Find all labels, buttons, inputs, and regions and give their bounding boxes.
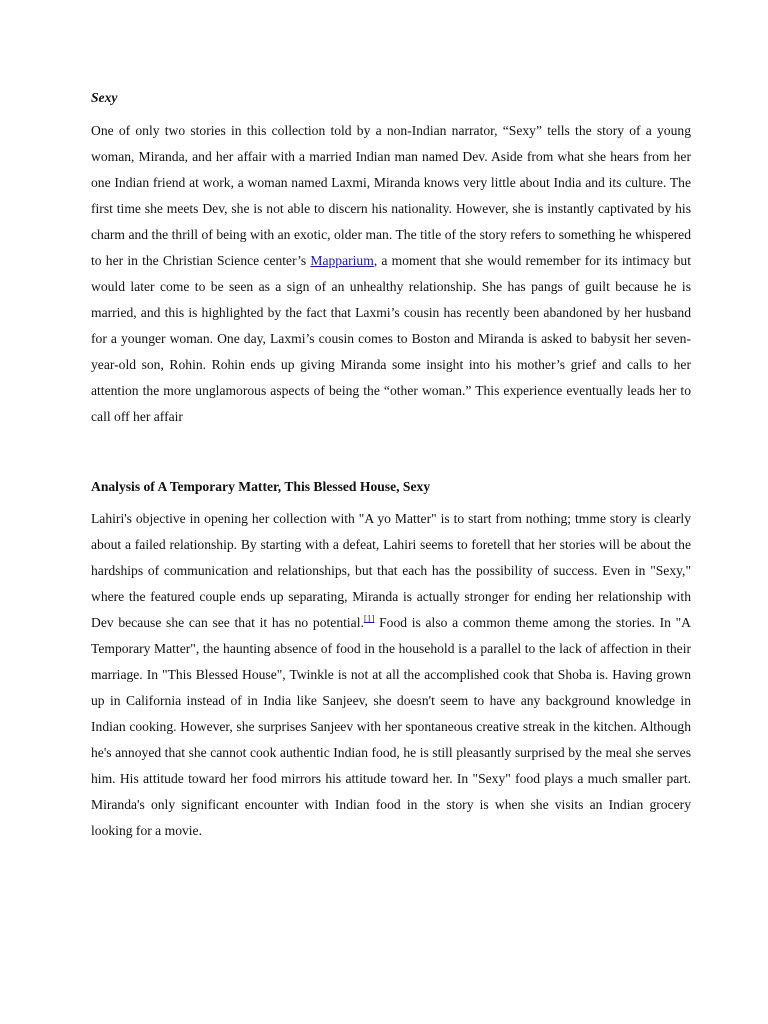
- spacer: [91, 430, 691, 477]
- paragraph-text: One of only two stories in this collection told by a non-Indian narrator, “Sexy” tells the story of a young woman, Miranda, and her affair with a married Indian man named Dev. Aside from what she hears from her one Indian friend at work, a woman named Laxmi, Miranda knows very little about India and its culture. The first time she meets Dev, she is not able to discern his nationality. However, she is instantly captivated by his charm and the thrill of being with an exotic, older man. The title of the story refers to something he whispered to her in the Christian Science center’s: [91, 123, 691, 268]
- analysis-paragraph: [91, 506, 691, 844]
- section-title-analysis: Analysis of A Temporary Matter, This Blessed House, Sexy: [91, 479, 431, 494]
- section-title-sexy: Sexy: [91, 90, 118, 105]
- paragraph-text: , a moment that she would remember for its intimacy but would later come to be seen as a sign of an unhealthy relationship. She has pangs of guilt because he is married, and this is highlighted by the fact that Laxmi’s cousin has recently been abandoned by her husband for a younger woman. One day, Laxmi’s cousin comes to Boston and Miranda is asked to babysit her seven-year-old son, Rohin. Rohin ends up giving Miranda some insight into his mother’s grief and calls to her attention the more unglamorous aspects of being the “other woman.” This experience eventually leads her to call off her affair: [91, 253, 691, 424]
- document-page: [91, 88, 691, 844]
- spacer: [91, 108, 691, 118]
- footnote-ref-link[interactable]: [1]: [363, 613, 375, 624]
- paragraph-text: Food is also a common theme among the stories. In "A Temporary Matter", the haunting absence of food in the household is a parallel to the lack of affection in their marriage. In "This Blessed House", Twinkle is not at all the accomplished cook that Shoba is. Having grown up in California instead of in India like Sanjeev, she doesn't seem to have any background knowledge in Indian cooking. However, she surprises Sanjeev with her spontaneous creative streak in the kitchen. Although he's annoyed that she cannot cook authentic Indian food, he is still pleasantly surprised by the meal she serves him. His attitude toward her food mirrors his attitude toward her. In "Sexy" food plays a much smaller part. Miranda's only significant encounter with Indian food in the story is when she visits an Indian grocery looking for a movie.: [91, 615, 691, 838]
- sexy-summary-paragraph: [91, 118, 691, 430]
- spacer: [91, 497, 691, 506]
- paragraph-text: Lahiri's objective in opening her collection with "A yo Matter" is to start from nothing; tmme story is clearly about a failed relationship. By starting with a defeat, Lahiri seems to foretell that her stories will be about the hardships of communication and relationships, but that each has the possibility of success. Even in "Sexy," where the featured couple ends up separating, Miranda is actually stronger for ending her relationship with Dev because she can see that it has no potential.: [91, 511, 691, 630]
- mapparium-link[interactable]: Mapparium: [310, 253, 374, 268]
